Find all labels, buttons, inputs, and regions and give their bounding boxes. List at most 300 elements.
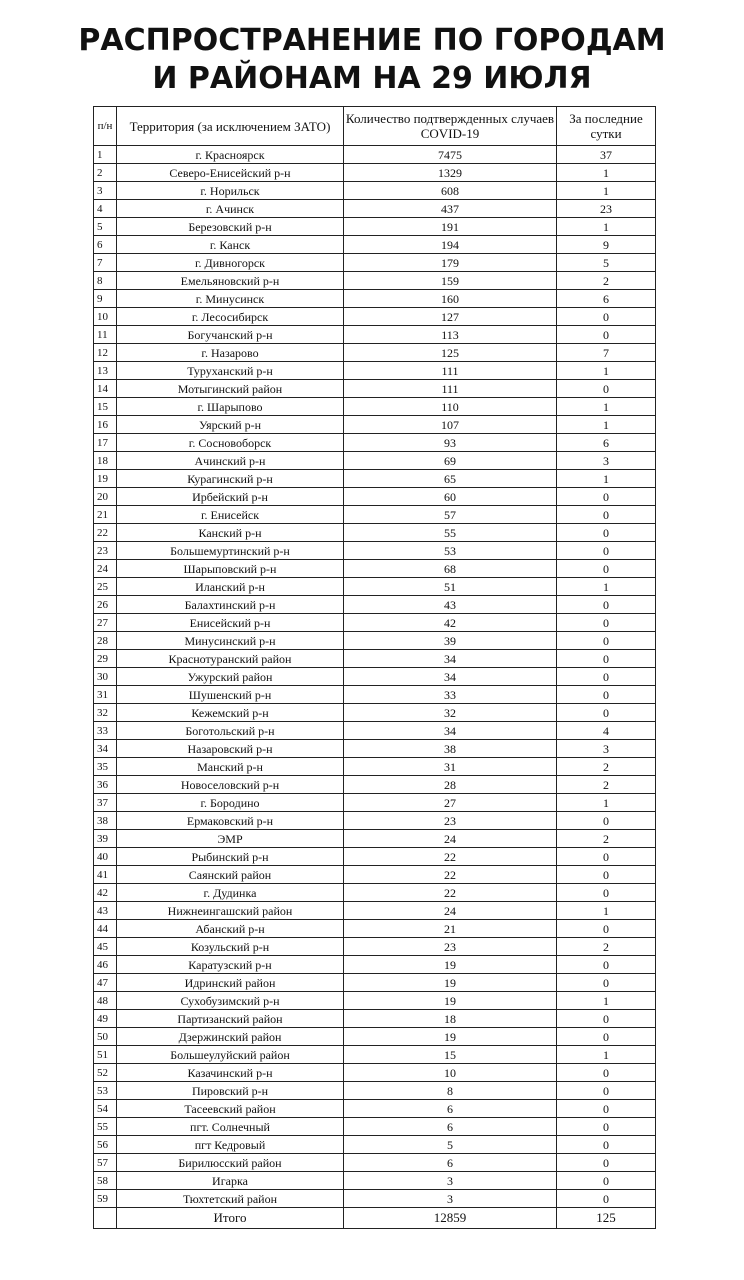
cases-count: 113 (344, 326, 557, 344)
cases-count: 22 (344, 866, 557, 884)
territory-name: г. Ачинск (117, 200, 344, 218)
territory-name: Козульский р-н (117, 938, 344, 956)
row-number: 41 (94, 866, 117, 884)
territory-name: г. Канск (117, 236, 344, 254)
table-row (94, 794, 656, 812)
last-day-count: 4 (557, 722, 656, 740)
row-number: 46 (94, 956, 117, 974)
territory-name: Большемуртинский р-н (117, 542, 344, 560)
last-day-count: 0 (557, 1064, 656, 1082)
last-day-count: 1 (557, 164, 656, 182)
row-number: 42 (94, 884, 117, 902)
territory-name: г. Минусинск (117, 290, 344, 308)
cases-count: 107 (344, 416, 557, 434)
cases-count: 42 (344, 614, 557, 632)
cases-count: 6 (344, 1118, 557, 1136)
cases-count: 10 (344, 1064, 557, 1082)
table-row (94, 200, 656, 218)
table-row (94, 290, 656, 308)
cases-count: 19 (344, 1028, 557, 1046)
row-number: 56 (94, 1136, 117, 1154)
table-row (94, 254, 656, 272)
last-day-count: 0 (557, 1010, 656, 1028)
last-day-count: 0 (557, 812, 656, 830)
table-row (94, 1064, 656, 1082)
row-number: 28 (94, 632, 117, 650)
last-day-count: 2 (557, 758, 656, 776)
table-row (94, 866, 656, 884)
last-day-count: 0 (557, 1136, 656, 1154)
territory-name: Шушенский р-н (117, 686, 344, 704)
last-day-count: 0 (557, 1118, 656, 1136)
last-day-count: 2 (557, 272, 656, 290)
territory-name: Новоселовский р-н (117, 776, 344, 794)
last-day-count: 0 (557, 650, 656, 668)
territory-name: Канский р-н (117, 524, 344, 542)
last-day-count: 0 (557, 542, 656, 560)
cases-count: 191 (344, 218, 557, 236)
table-row (94, 776, 656, 794)
territory-name: Пировский р-н (117, 1082, 344, 1100)
last-day-count: 0 (557, 848, 656, 866)
table-row (94, 920, 656, 938)
territory-name: Казачинский р-н (117, 1064, 344, 1082)
cases-count: 19 (344, 974, 557, 992)
last-day-count: 6 (557, 434, 656, 452)
row-number: 31 (94, 686, 117, 704)
cases-count: 5 (344, 1136, 557, 1154)
table-row (94, 740, 656, 758)
cases-count: 22 (344, 848, 557, 866)
cases-count: 194 (344, 236, 557, 254)
table-row (94, 1010, 656, 1028)
row-number: 36 (94, 776, 117, 794)
row-number: 55 (94, 1118, 117, 1136)
cases-count: 110 (344, 398, 557, 416)
cases-count: 7475 (344, 146, 557, 164)
territory-name: Тасеевский район (117, 1100, 344, 1118)
table-row (94, 758, 656, 776)
table-row (94, 830, 656, 848)
last-day-count: 0 (557, 974, 656, 992)
cases-count: 111 (344, 362, 557, 380)
table-row (94, 488, 656, 506)
last-day-count: 2 (557, 776, 656, 794)
row-number: 24 (94, 560, 117, 578)
table-row (94, 164, 656, 182)
table-row (94, 470, 656, 488)
row-number: 43 (94, 902, 117, 920)
last-day-count: 1 (557, 470, 656, 488)
table-row (94, 848, 656, 866)
total-cases: 12859 (344, 1208, 557, 1229)
row-number: 33 (94, 722, 117, 740)
table-row (94, 992, 656, 1010)
territory-name: Партизанский район (117, 1010, 344, 1028)
cases-count: 179 (344, 254, 557, 272)
row-number: 35 (94, 758, 117, 776)
header-cases: Количество подтвержденных случаев COVID-19 (344, 107, 557, 146)
row-number: 26 (94, 596, 117, 614)
row-number: 7 (94, 254, 117, 272)
cases-count: 34 (344, 650, 557, 668)
row-number: 47 (94, 974, 117, 992)
last-day-count: 0 (557, 506, 656, 524)
territory-name: Курагинский р-н (117, 470, 344, 488)
last-day-count: 0 (557, 704, 656, 722)
last-day-count: 1 (557, 794, 656, 812)
table-row (94, 560, 656, 578)
territory-name: Туруханский р-н (117, 362, 344, 380)
row-number: 52 (94, 1064, 117, 1082)
cases-count: 28 (344, 776, 557, 794)
cases-count: 24 (344, 902, 557, 920)
territory-name: г. Бородино (117, 794, 344, 812)
cases-count: 68 (344, 560, 557, 578)
row-number: 14 (94, 380, 117, 398)
territory-name: Игарка (117, 1172, 344, 1190)
row-number: 20 (94, 488, 117, 506)
row-number: 2 (94, 164, 117, 182)
last-day-count: 1 (557, 416, 656, 434)
row-number: 32 (94, 704, 117, 722)
last-day-count: 0 (557, 596, 656, 614)
row-number: 13 (94, 362, 117, 380)
row-number: 21 (94, 506, 117, 524)
row-number: 27 (94, 614, 117, 632)
territory-name: Ачинский р-н (117, 452, 344, 470)
row-number: 5 (94, 218, 117, 236)
territory-name: Идринский район (117, 974, 344, 992)
cases-count: 24 (344, 830, 557, 848)
last-day-count: 0 (557, 1154, 656, 1172)
last-day-count: 9 (557, 236, 656, 254)
table-row (94, 1100, 656, 1118)
row-number: 39 (94, 830, 117, 848)
page-title (0, 22, 744, 98)
last-day-count: 1 (557, 1046, 656, 1064)
cases-count: 34 (344, 722, 557, 740)
row-number: 57 (94, 1154, 117, 1172)
territory-name: Березовский р-н (117, 218, 344, 236)
row-number: 40 (94, 848, 117, 866)
table-row (94, 182, 656, 200)
row-number: 16 (94, 416, 117, 434)
table-row (94, 668, 656, 686)
territory-name: Уярский р-н (117, 416, 344, 434)
last-day-count: 23 (557, 200, 656, 218)
cases-count: 437 (344, 200, 557, 218)
cases-count: 34 (344, 668, 557, 686)
territory-name: Ирбейский р-н (117, 488, 344, 506)
table-total-row (94, 1208, 656, 1229)
table-row (94, 218, 656, 236)
last-day-count: 6 (557, 290, 656, 308)
territory-name: Ужурский район (117, 668, 344, 686)
last-day-count: 2 (557, 830, 656, 848)
territory-name: г. Лесосибирск (117, 308, 344, 326)
cases-count: 159 (344, 272, 557, 290)
row-number: 51 (94, 1046, 117, 1064)
territory-name: Богучанский р-н (117, 326, 344, 344)
table-row (94, 938, 656, 956)
cases-count: 6 (344, 1100, 557, 1118)
row-number: 58 (94, 1172, 117, 1190)
table-row (94, 1082, 656, 1100)
row-number: 59 (94, 1190, 117, 1208)
row-number: 38 (94, 812, 117, 830)
row-number: 53 (94, 1082, 117, 1100)
territory-name: пгт Кедровый (117, 1136, 344, 1154)
table-row (94, 542, 656, 560)
last-day-count: 0 (557, 1082, 656, 1100)
cases-count: 38 (344, 740, 557, 758)
cases-count: 18 (344, 1010, 557, 1028)
cases-count: 53 (344, 542, 557, 560)
territory-name: Назаровский р-н (117, 740, 344, 758)
last-day-count: 0 (557, 308, 656, 326)
last-day-count: 0 (557, 1100, 656, 1118)
last-day-count: 7 (557, 344, 656, 362)
row-number: 9 (94, 290, 117, 308)
table-row (94, 1118, 656, 1136)
cases-count: 21 (344, 920, 557, 938)
header-number: п/н (94, 107, 117, 146)
row-number: 29 (94, 650, 117, 668)
title-line-1: РАСПРОСТРАНЕНИЕ ПО ГОРОДАМ (78, 23, 666, 58)
cases-count: 3 (344, 1172, 557, 1190)
last-day-count: 0 (557, 1028, 656, 1046)
table-row (94, 902, 656, 920)
header-territory: Территория (за исключением ЗАТО) (117, 107, 344, 146)
cases-count: 69 (344, 452, 557, 470)
cases-count: 32 (344, 704, 557, 722)
territory-name: г. Дивногорск (117, 254, 344, 272)
table-header-row (94, 107, 656, 146)
row-number: 54 (94, 1100, 117, 1118)
last-day-count: 1 (557, 992, 656, 1010)
header-last-day: За последние сутки (557, 107, 656, 146)
row-number: 49 (94, 1010, 117, 1028)
table-row (94, 1190, 656, 1208)
territory-name: г. Енисейск (117, 506, 344, 524)
last-day-count: 0 (557, 524, 656, 542)
territory-name: Иланский р-н (117, 578, 344, 596)
territory-name: г. Шарыпово (117, 398, 344, 416)
last-day-count: 0 (557, 920, 656, 938)
territory-name: Шарыповский р-н (117, 560, 344, 578)
title-line-2: И РАЙОНАМ НА 29 ИЮЛЯ (152, 61, 592, 96)
last-day-count: 0 (557, 560, 656, 578)
table-row (94, 722, 656, 740)
row-number: 19 (94, 470, 117, 488)
cases-count: 43 (344, 596, 557, 614)
table-row (94, 956, 656, 974)
territory-name: Рыбинский р-н (117, 848, 344, 866)
cases-count: 19 (344, 956, 557, 974)
table-row (94, 578, 656, 596)
table-row (94, 686, 656, 704)
table-row (94, 416, 656, 434)
row-number: 37 (94, 794, 117, 812)
row-number: 30 (94, 668, 117, 686)
territory-name: Кежемский р-н (117, 704, 344, 722)
territory-name: Дзержинский район (117, 1028, 344, 1046)
territory-name: Большеулуйский район (117, 1046, 344, 1064)
row-number: 22 (94, 524, 117, 542)
cases-count: 55 (344, 524, 557, 542)
table-row (94, 146, 656, 164)
territory-name: Тюхтетский район (117, 1190, 344, 1208)
row-number: 15 (94, 398, 117, 416)
territory-name: ЭМР (117, 830, 344, 848)
cases-count: 51 (344, 578, 557, 596)
table-row (94, 506, 656, 524)
last-day-count: 0 (557, 1172, 656, 1190)
last-day-count: 3 (557, 740, 656, 758)
table-row (94, 398, 656, 416)
cases-count: 39 (344, 632, 557, 650)
territory-name: Саянский район (117, 866, 344, 884)
row-number: 17 (94, 434, 117, 452)
row-number: 23 (94, 542, 117, 560)
table-row (94, 308, 656, 326)
total-number-cell (94, 1208, 117, 1229)
cases-count: 1329 (344, 164, 557, 182)
territory-name: Бирилюсский район (117, 1154, 344, 1172)
cases-count: 57 (344, 506, 557, 524)
last-day-count: 1 (557, 362, 656, 380)
territory-name: г. Норильск (117, 182, 344, 200)
cases-count: 65 (344, 470, 557, 488)
last-day-count: 37 (557, 146, 656, 164)
territory-name: Абанский р-н (117, 920, 344, 938)
table-row (94, 704, 656, 722)
table-row (94, 326, 656, 344)
last-day-count: 0 (557, 380, 656, 398)
territory-name: г. Дудинка (117, 884, 344, 902)
last-day-count: 1 (557, 902, 656, 920)
territory-name: Краснотуранский район (117, 650, 344, 668)
last-day-count: 0 (557, 488, 656, 506)
cases-count: 33 (344, 686, 557, 704)
cases-count: 27 (344, 794, 557, 812)
row-number: 3 (94, 182, 117, 200)
table-row (94, 884, 656, 902)
territory-name: Балахтинский р-н (117, 596, 344, 614)
row-number: 44 (94, 920, 117, 938)
row-number: 50 (94, 1028, 117, 1046)
last-day-count: 2 (557, 938, 656, 956)
territory-name: Манский р-н (117, 758, 344, 776)
last-day-count: 0 (557, 866, 656, 884)
last-day-count: 0 (557, 884, 656, 902)
table-row (94, 434, 656, 452)
territory-name: Емельяновский р-н (117, 272, 344, 290)
territory-name: пгт. Солнечный (117, 1118, 344, 1136)
table-row (94, 614, 656, 632)
territory-name: г. Красноярск (117, 146, 344, 164)
covid-cases-table (93, 106, 656, 1229)
row-number: 11 (94, 326, 117, 344)
total-last-day: 125 (557, 1208, 656, 1229)
row-number: 6 (94, 236, 117, 254)
table-row (94, 1172, 656, 1190)
cases-count: 23 (344, 938, 557, 956)
cases-count: 127 (344, 308, 557, 326)
territory-name: Енисейский р-н (117, 614, 344, 632)
row-number: 10 (94, 308, 117, 326)
last-day-count: 0 (557, 326, 656, 344)
territory-name: Боготольский р-н (117, 722, 344, 740)
row-number: 45 (94, 938, 117, 956)
table-row (94, 362, 656, 380)
last-day-count: 0 (557, 614, 656, 632)
cases-count: 31 (344, 758, 557, 776)
cases-count: 160 (344, 290, 557, 308)
cases-count: 111 (344, 380, 557, 398)
table-row (94, 1046, 656, 1064)
territory-name: г. Назарово (117, 344, 344, 362)
cases-count: 6 (344, 1154, 557, 1172)
last-day-count: 0 (557, 632, 656, 650)
territory-name: Минусинский р-н (117, 632, 344, 650)
territory-name: Ермаковский р-н (117, 812, 344, 830)
table-row (94, 236, 656, 254)
last-day-count: 0 (557, 686, 656, 704)
last-day-count: 1 (557, 398, 656, 416)
row-number: 8 (94, 272, 117, 290)
cases-count: 22 (344, 884, 557, 902)
territory-name: Сухобузимский р-н (117, 992, 344, 1010)
cases-count: 608 (344, 182, 557, 200)
table-row (94, 1136, 656, 1154)
row-number: 25 (94, 578, 117, 596)
last-day-count: 3 (557, 452, 656, 470)
row-number: 34 (94, 740, 117, 758)
cases-count: 125 (344, 344, 557, 362)
row-number: 18 (94, 452, 117, 470)
last-day-count: 0 (557, 1190, 656, 1208)
row-number: 1 (94, 146, 117, 164)
territory-name: Нижнеингашский район (117, 902, 344, 920)
table-row (94, 1154, 656, 1172)
cases-count: 15 (344, 1046, 557, 1064)
row-number: 12 (94, 344, 117, 362)
territory-name: г. Сосновоборск (117, 434, 344, 452)
territory-name: Мотыгинский район (117, 380, 344, 398)
cases-count: 8 (344, 1082, 557, 1100)
last-day-count: 0 (557, 668, 656, 686)
cases-count: 3 (344, 1190, 557, 1208)
last-day-count: 5 (557, 254, 656, 272)
cases-count: 19 (344, 992, 557, 1010)
table-row (94, 524, 656, 542)
row-number: 4 (94, 200, 117, 218)
cases-count: 23 (344, 812, 557, 830)
territory-name: Каратузский р-н (117, 956, 344, 974)
cases-count: 60 (344, 488, 557, 506)
last-day-count: 1 (557, 578, 656, 596)
table-row (94, 272, 656, 290)
table-row (94, 380, 656, 398)
total-label: Итого (117, 1208, 344, 1229)
territory-name: Северо-Енисейский р-н (117, 164, 344, 182)
row-number: 48 (94, 992, 117, 1010)
table-row (94, 974, 656, 992)
table-row (94, 632, 656, 650)
table-row (94, 1028, 656, 1046)
